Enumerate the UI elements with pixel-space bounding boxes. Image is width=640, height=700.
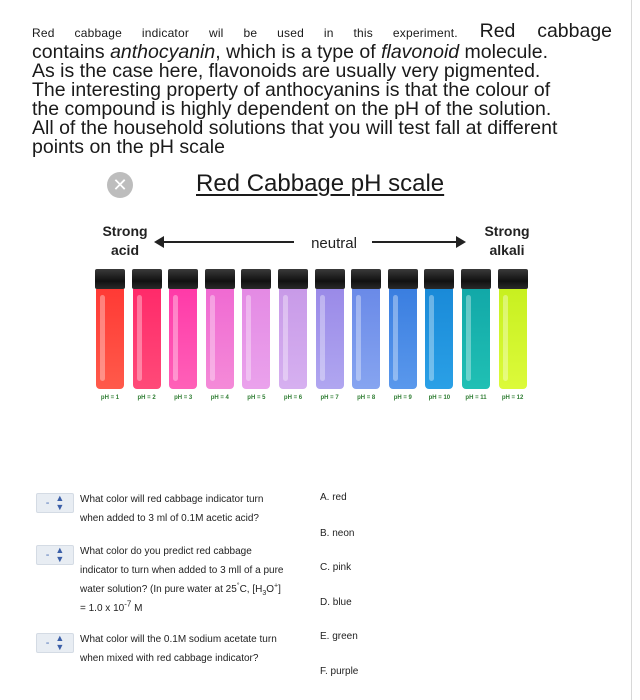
intro-line-1-small: Red cabbage indicator wil be used in this experiment. [32, 26, 458, 40]
chevron-updown-icon: ▲ ▼ [55, 493, 65, 512]
vial-cap [388, 269, 418, 289]
vial-cap [498, 269, 528, 289]
question-acetic-acid [36, 490, 302, 528]
ph-value-label: pH = 5 [247, 395, 266, 401]
question-1-line-1: What color will red cabbage indicator turn [80, 494, 264, 505]
intro-line-1 [32, 22, 612, 43]
vial-solution [352, 289, 380, 389]
ph-vial [461, 269, 491, 401]
intro-line-2a: contains [32, 41, 111, 63]
question-1-text [80, 490, 302, 528]
arrow-right-icon [456, 236, 466, 248]
vial-cap [461, 269, 491, 289]
question-3-line-2: when mixed with red cabbage indicator? [80, 653, 259, 664]
vial-cap [278, 269, 308, 289]
chevron-updown-icon: ▲ ▼ [55, 633, 65, 652]
answer-f: F. purple [320, 666, 359, 677]
ph-vial [205, 269, 235, 401]
question-2-select[interactable] [36, 545, 74, 565]
ph-vial [241, 269, 271, 401]
ph-vials [95, 269, 545, 414]
ph-value-label: pH = 7 [320, 395, 339, 401]
vial-solution [389, 289, 417, 389]
question-sodium-acetate [36, 630, 302, 668]
question-3-line-1: What color will the 0.1M sodium acetate turn [80, 634, 277, 645]
ph-value-label: pH = 12 [501, 395, 524, 401]
vial-cap [315, 269, 345, 289]
ph-vial [95, 269, 125, 401]
select-dash: - [45, 549, 50, 561]
vial-cap [351, 269, 381, 289]
vial-cap [424, 269, 454, 289]
intro-line-6: All of the household solutions that you will test fall at different [32, 117, 558, 139]
intro-line-2b: , which is a type of [215, 41, 382, 63]
question-2-line-1: What color do you predict red cabbage [80, 546, 252, 557]
ph-vial [424, 269, 454, 401]
ph-value-label: pH = 9 [393, 395, 412, 401]
answer-b: B. neon [320, 528, 355, 539]
vial-solution [242, 289, 270, 389]
arrow-right-line [372, 241, 458, 243]
intro-line-2c: molecule. [459, 41, 548, 63]
ph-vial [168, 269, 198, 401]
page-border [631, 0, 632, 700]
ph-vial [351, 269, 381, 401]
strong-acid-line-1: Strong [102, 223, 148, 239]
answer-c: C. pink [320, 562, 352, 573]
select-dash: - [45, 637, 50, 649]
question-3-select[interactable] [36, 633, 74, 653]
ph-vial [498, 269, 528, 401]
intro-paragraph [32, 22, 612, 157]
ph-value-label: pH = 8 [357, 395, 376, 401]
neutral-label: neutral [311, 235, 357, 252]
question-2-text [80, 542, 302, 618]
vial-cap [205, 269, 235, 289]
vial-solution [499, 289, 527, 389]
question-1-select[interactable] [36, 493, 74, 513]
vial-solution [425, 289, 453, 389]
question-3-text [80, 630, 302, 668]
question-2-line-4: = 1.0 x $10^{-7}$ M [80, 599, 143, 614]
vial-solution [133, 289, 161, 389]
vial-solution [206, 289, 234, 389]
ph-value-label: pH = 2 [137, 395, 156, 401]
ph-vial [315, 269, 345, 401]
ph-value-label: pH = 4 [210, 395, 229, 401]
intro-line-4: The interesting property of anthocyanins is that the colour of [32, 79, 551, 101]
strong-alkali-line-2: alkali [489, 242, 525, 258]
vial-cap [168, 269, 198, 289]
vial-solution [316, 289, 344, 389]
ph-value-label: pH = 10 [428, 395, 451, 401]
intro-line-7: points on the pH scale [32, 136, 225, 158]
question-pure-water [36, 542, 302, 618]
question-1-line-2: when added to 3 ml of 0.1M acetic acid? [80, 513, 259, 524]
question-2-line-3: water solution? (In pure water at 25°C, $[H_3O^+]$ [80, 582, 281, 597]
ph-value-label: pH = 6 [283, 395, 303, 401]
intro-line-5: the compound is highly dependent on the pH of the solution. [32, 98, 552, 120]
intro-flavonoid: flavonoid [381, 41, 460, 63]
intro-line-1-large: Red cabbage [479, 20, 613, 42]
answer-e: E. green [320, 631, 358, 642]
answer-d: D. blue [320, 597, 352, 608]
ph-vial [388, 269, 418, 401]
close-icon[interactable]: ✕ [107, 172, 133, 198]
strong-acid-line-2: acid [110, 242, 139, 258]
strong-acid-label [96, 222, 154, 260]
ph-vial [132, 269, 162, 401]
vial-solution [462, 289, 490, 389]
ph-scale-title: Red Cabbage pH scale [196, 170, 445, 197]
vial-cap [95, 269, 125, 289]
strong-alkali-line-1: Strong [484, 223, 530, 239]
strong-alkali-label [478, 222, 536, 260]
vial-solution [279, 289, 307, 389]
vial-solution [96, 289, 124, 389]
ph-value-label: pH = 3 [174, 395, 193, 401]
vial-cap [241, 269, 271, 289]
arrow-left-line [162, 241, 294, 243]
ph-vial [278, 269, 308, 401]
question-2-line-2: indicator to turn when added to 3 mll of a pure [80, 565, 284, 576]
ph-value-label: pH = 1 [100, 395, 120, 401]
intro-anthocyanin: anthocyanin [110, 41, 216, 63]
vial-cap [132, 269, 162, 289]
select-dash: - [45, 497, 50, 509]
intro-line-3: As is the case here, flavonoids are usually very pigmented. [32, 60, 541, 82]
ph-value-label: pH = 11 [465, 395, 487, 401]
answer-a: A. red [320, 492, 347, 503]
vial-solution [169, 289, 197, 389]
chevron-updown-icon: ▲ ▼ [55, 545, 65, 564]
